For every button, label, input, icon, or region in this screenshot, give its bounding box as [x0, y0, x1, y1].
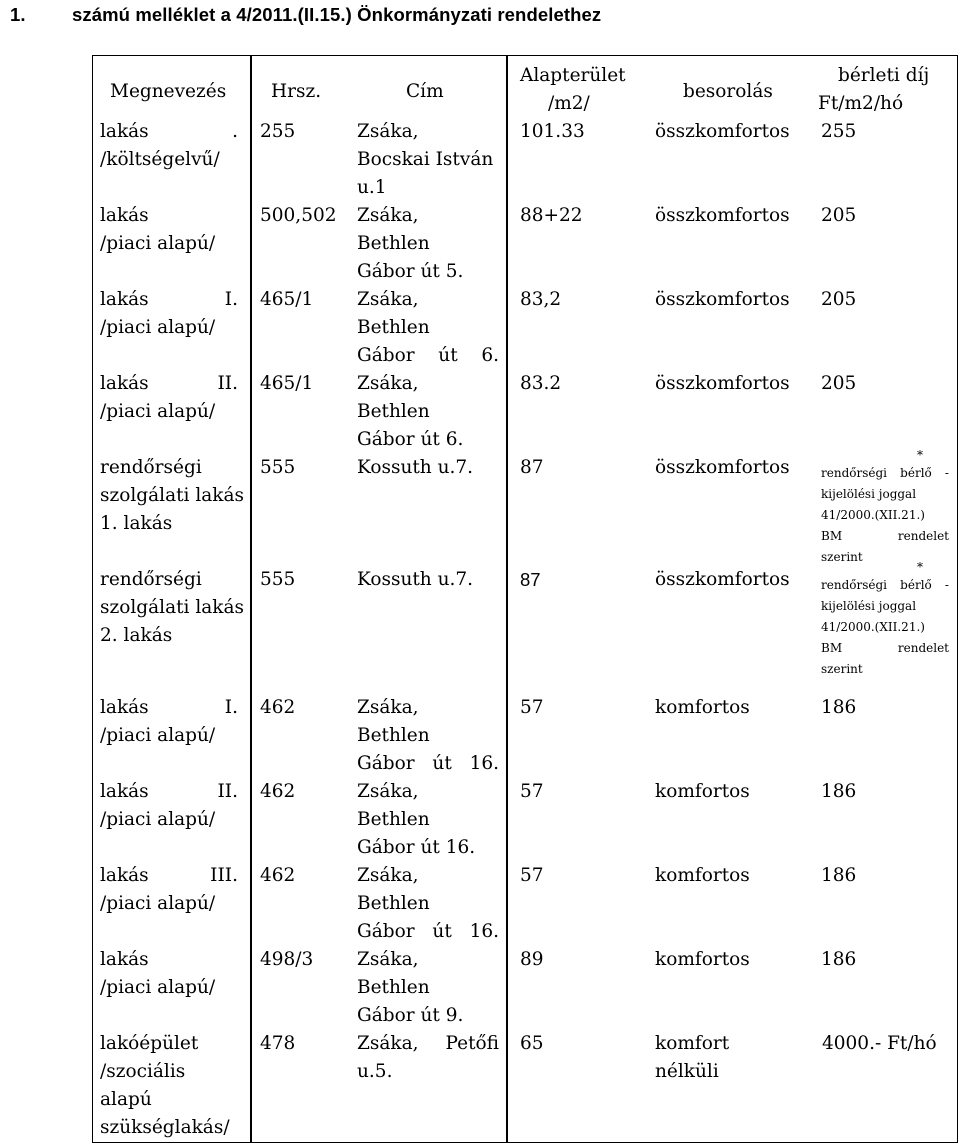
row-category: összkomfortos: [655, 373, 790, 394]
row-hrsz: 255: [260, 121, 296, 142]
row-address: Bethlen: [357, 977, 430, 998]
row-name: lakás III.: [100, 865, 238, 886]
row-name: szükséglakás/: [100, 1117, 230, 1138]
row-name: /piaci alapú/: [100, 977, 216, 998]
row-address: Zsáka,: [357, 289, 419, 310]
row-address: Zsáka,: [357, 949, 419, 970]
row-rent-note-line: 41/2000.(XII.21.): [821, 620, 925, 634]
row-name: lakás: [100, 205, 149, 226]
row-address: Zsáka,: [357, 865, 419, 886]
row-address: Zsáka,: [357, 373, 419, 394]
row-category: összkomfortos: [655, 457, 790, 478]
row-address: Bethlen: [357, 809, 430, 830]
row-address: Gábor út 16.: [357, 921, 499, 942]
row-name: /piaci alapú/: [100, 725, 216, 746]
row-name: lakás I.: [100, 697, 238, 718]
row-name: lakás II.: [100, 781, 238, 802]
row-category: komfortos: [655, 865, 750, 886]
row-rent: 186: [821, 697, 857, 718]
row-rent-note-mark: *: [917, 448, 923, 462]
row-name: lakás .: [100, 121, 238, 142]
row-address: Gábor út 16.: [357, 753, 499, 774]
annex-number: 1.: [10, 4, 26, 25]
row-category: komfortos: [655, 697, 750, 718]
row-hrsz: 462: [260, 781, 296, 802]
row-area: 83.2: [520, 373, 562, 394]
row-address: Gábor út 6.: [357, 345, 499, 366]
row-name: lakóépület: [100, 1033, 199, 1054]
row-name: /piaci alapú/: [100, 317, 216, 338]
row-name: rendőrségi: [100, 569, 202, 590]
row-category: összkomfortos: [655, 205, 790, 226]
row-address: u.1: [357, 177, 387, 198]
header-area-line2: /m2/: [548, 93, 590, 114]
row-rent-note-line: 41/2000.(XII.21.): [821, 508, 925, 522]
row-category: összkomfortos: [655, 121, 790, 142]
row-area: 87: [520, 457, 544, 478]
row-area: 57: [520, 781, 544, 802]
row-hrsz: 500,502: [260, 205, 337, 226]
row-address: Zsáka,: [357, 121, 419, 142]
row-name: szolgálati lakás: [100, 485, 245, 506]
row-rent: 186: [821, 781, 857, 802]
row-address: Zsáka,: [357, 205, 419, 226]
header-address: Cím: [406, 81, 444, 102]
row-hrsz: 465/1: [260, 373, 314, 394]
row-name: szolgálati lakás: [100, 597, 245, 618]
row-address: Kossuth u.7.: [357, 457, 474, 478]
row-area: 87: [520, 569, 541, 590]
column-divider: [506, 56, 508, 1142]
row-hrsz: 462: [260, 697, 296, 718]
row-hrsz: 462: [260, 865, 296, 886]
row-area: 89: [520, 949, 544, 970]
row-address: Bethlen: [357, 317, 430, 338]
header-name: Megnevezés: [110, 81, 227, 102]
row-address: Gábor út 6.: [357, 429, 464, 450]
row-category: nélküli: [655, 1061, 719, 1082]
annex-heading: [10, 4, 601, 26]
row-area: 57: [520, 865, 544, 886]
row-rent-note-line: BM rendelet: [821, 641, 949, 655]
row-address: u.5.: [357, 1061, 393, 1082]
row-name: rendőrségi: [100, 457, 202, 478]
row-rent: 186: [821, 949, 857, 970]
row-address: Bethlen: [357, 401, 430, 422]
row-hrsz: 478: [260, 1033, 296, 1054]
row-hrsz: 465/1: [260, 289, 314, 310]
row-address: Kossuth u.7.: [357, 569, 474, 590]
column-divider: [250, 56, 252, 1142]
row-address: Zsáka, Petőfi: [357, 1033, 499, 1054]
row-rent: 205: [821, 205, 857, 226]
header-hrsz: Hrsz.: [271, 81, 322, 102]
row-name: /piaci alapú/: [100, 401, 216, 422]
row-address: Gábor út 5.: [357, 261, 464, 282]
row-name: lakás I.: [100, 289, 238, 310]
row-name: 1. lakás: [100, 513, 173, 534]
row-rent: 205: [821, 373, 857, 394]
row-rent: 205: [821, 289, 857, 310]
row-category: összkomfortos: [655, 569, 790, 590]
row-area: 57: [520, 697, 544, 718]
header-rent-line2: Ft/m2/hó: [818, 93, 904, 114]
row-area: 88+22: [520, 205, 583, 226]
row-area: 101.33: [520, 121, 585, 142]
row-address: Bocskai István: [357, 149, 494, 170]
header-category: besorolás: [683, 81, 773, 102]
row-name: /piaci alapú/: [100, 893, 216, 914]
row-category: komfort: [655, 1033, 730, 1054]
row-rent: 255: [821, 121, 857, 142]
row-rent-note-line: szerint: [821, 662, 863, 676]
row-rent-note-line: kijelölési joggal: [821, 599, 917, 613]
row-hrsz: 498/3: [260, 949, 314, 970]
row-name: /piaci alapú/: [100, 233, 216, 254]
row-rent-note-mark: *: [917, 560, 923, 574]
row-address: Bethlen: [357, 893, 430, 914]
row-name: lakás: [100, 949, 149, 970]
row-rent: 186: [821, 865, 857, 886]
row-category: összkomfortos: [655, 289, 790, 310]
row-rent-note-line: rendőrségi bérlő -: [821, 578, 949, 592]
row-name: lakás II.: [100, 373, 238, 394]
row-address: Gábor út 9.: [357, 1005, 464, 1026]
row-rent-note-line: kijelölési joggal: [821, 487, 917, 501]
row-address: Zsáka,: [357, 697, 419, 718]
row-name: alapú: [100, 1089, 152, 1110]
row-rent-note-line: szerint: [821, 550, 863, 564]
row-address: Bethlen: [357, 725, 430, 746]
row-name: 2. lakás: [100, 625, 173, 646]
row-area: 65: [520, 1033, 544, 1054]
row-rent: 4000.- Ft/hó: [822, 1033, 937, 1054]
row-category: komfortos: [655, 949, 750, 970]
row-name: /költségelvű/: [100, 149, 220, 170]
row-area: 83,2: [520, 289, 562, 310]
annex-title: számú melléklet a 4/2011.(II.15.) Önkormányzati rendelethez: [72, 4, 602, 25]
header-area-line1: Alapterület: [520, 65, 626, 86]
row-name: /piaci alapú/: [100, 809, 216, 830]
row-hrsz: 555: [260, 569, 296, 590]
row-address: Bethlen: [357, 233, 430, 254]
row-category: komfortos: [655, 781, 750, 802]
row-name: /szociális: [100, 1061, 186, 1082]
row-hrsz: 555: [260, 457, 296, 478]
row-address: Gábor út 16.: [357, 837, 476, 858]
row-rent-note-line: BM rendelet: [821, 529, 949, 543]
row-address: Zsáka,: [357, 781, 419, 802]
row-rent-note-line: rendőrségi bérlő -: [821, 466, 949, 480]
header-rent-line1: bérleti díj: [838, 65, 930, 86]
